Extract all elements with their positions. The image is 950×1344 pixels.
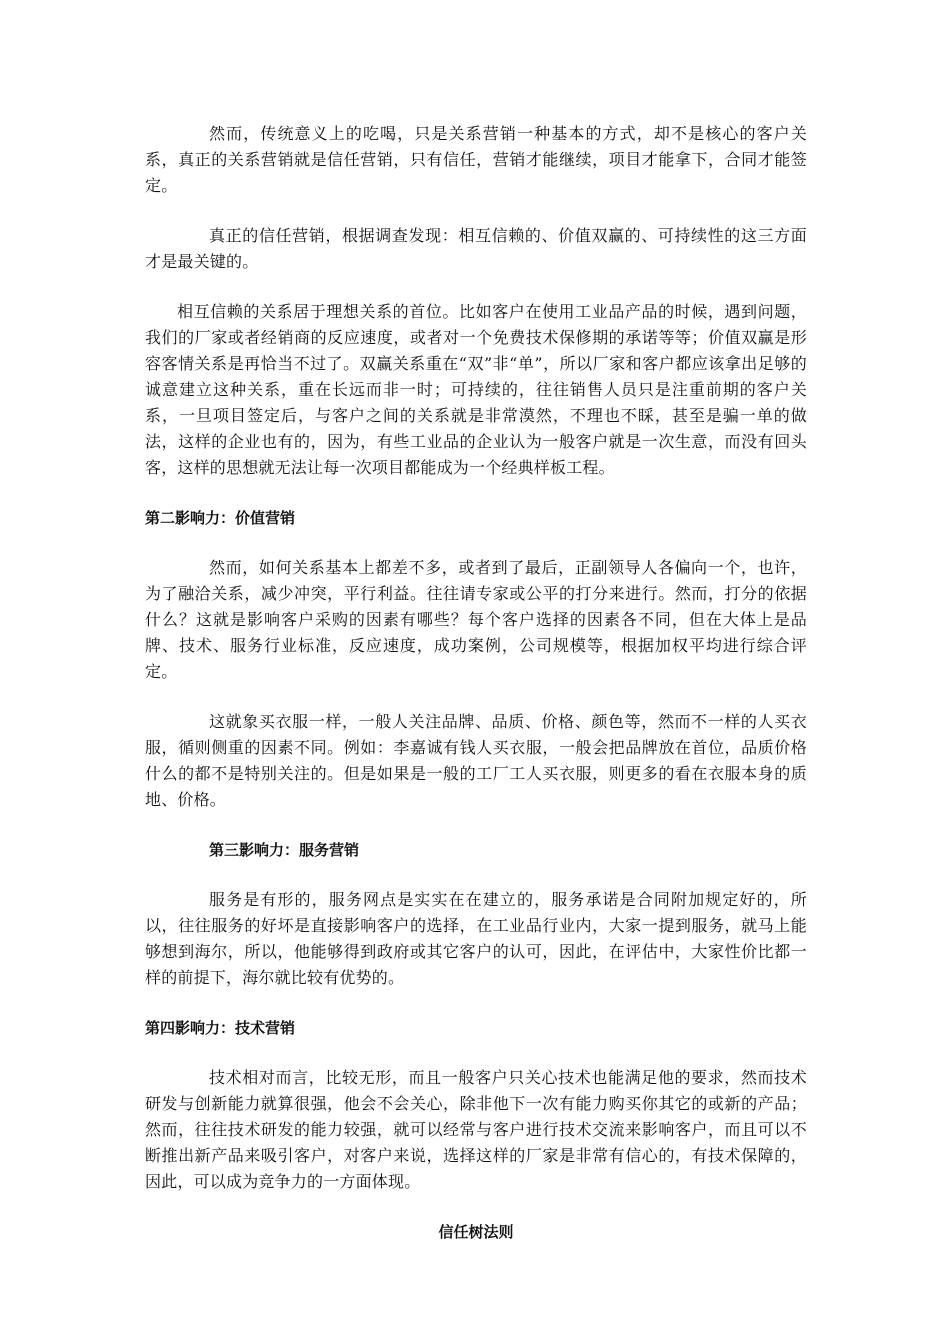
paragraph-trust-marketing-intro: 然而，传统意义上的吃喝，只是关系营销一种基本的方式，却不是核心的客户关系，真正的关系营销就是信任营销，只有信任，营销才能继续，项目才能拿下，合同才能签定。: [145, 124, 807, 195]
paragraph-service: 服务是有形的，服务网点是实实在在建立的，服务承诺是合同附加规定好的，所以，往往服务的好坏是直接影响客户的选择，在工业品行业内，大家一提到服务，就马上能够想到海尔，所以，他能够得到政府或其它客户的认可，因此，在评估中，大家性价比都一样的前提下，海尔就比较有优势的。: [145, 890, 807, 987]
paragraph-technology: 技术相对而言，比较无形，而且一般客户只关心技术也能满足他的要求，然而技术研发与创新能力就算很强，他会不会关心，除非他下一次有能力购买你其它的或新的产品；然而，往往技术研发的能力较强，就可以经常与客户进行技术交流来影响客户，而且可以不断推出新产品来吸引客户，对客户来说，选择这样的厂家是非常有信心的，有技术保障的，因此，可以成为竞争力的一方面体现。: [145, 1068, 807, 1191]
heading-trust-tree-rule: 信任树法则: [438, 1223, 514, 1241]
paragraph-trust-key-factors: 真正的信任营销，根据调查发现：相互信赖的、价值双赢的、可持续性的这三方面才是最关键的。: [145, 226, 807, 271]
heading-service-marketing: 第三影响力：服务营销: [209, 841, 360, 859]
paragraph-value-scoring: 然而，如何关系基本上都差不多，或者到了最后，正副领导人各偏向一个，也许，为了融洽关系，减少冲突，平行利益。往往请专家或公平的打分来进行。然而，打分的依据什么？这就是影响客户采购的因素有哪些？每个客户选择的因素各不同，但在大体上是品牌、技术、服务行业标准，反应速度，成功案例，公司规模等，根据加权平均进行综合评定。: [145, 558, 807, 681]
heading-value-marketing: 第二影响力：价值营销: [145, 509, 296, 527]
paragraph-mutual-trust: 相互信赖的关系居于理想关系的首位。比如客户在使用工业品产品的时候，遇到问题，我们的厂家或者经销商的反应速度，或者对一个免费技术保修期的承诺等等；价值双赢是形容客情关系是再恰当不过了。双赢关系重在“双”非“单”，所以厂家和客户都应该拿出足够的诚意建立这种关系，重在长远而非一时；可持续的，往往销售人员只是注重前期的客户关系，一旦项目签定后，与客户之间的关系就是非常漠然，不理也不睬，甚至是骗一单的做法，这样的企业也有的，因为，有些工业品的企业认为一般客户就是一次生意，而没有回头客，这样的思想就无法让每一次项目都能成为一个经典样板工程。: [145, 302, 807, 477]
heading-technology-marketing: 第四影响力：技术营销: [145, 1019, 296, 1037]
paragraph-clothing-analogy: 这就象买衣服一样，一般人关注品牌、品质、价格、颜色等，然而不一样的人买衣服，循则侧重的因素不同。例如：李嘉诚有钱人买衣服，一般会把品牌放在首位，品质价格什么的都不是特别关注的。但是如果是一般的工厂工人买衣服，则更多的看在衣服本身的质地、价格。: [145, 712, 807, 809]
